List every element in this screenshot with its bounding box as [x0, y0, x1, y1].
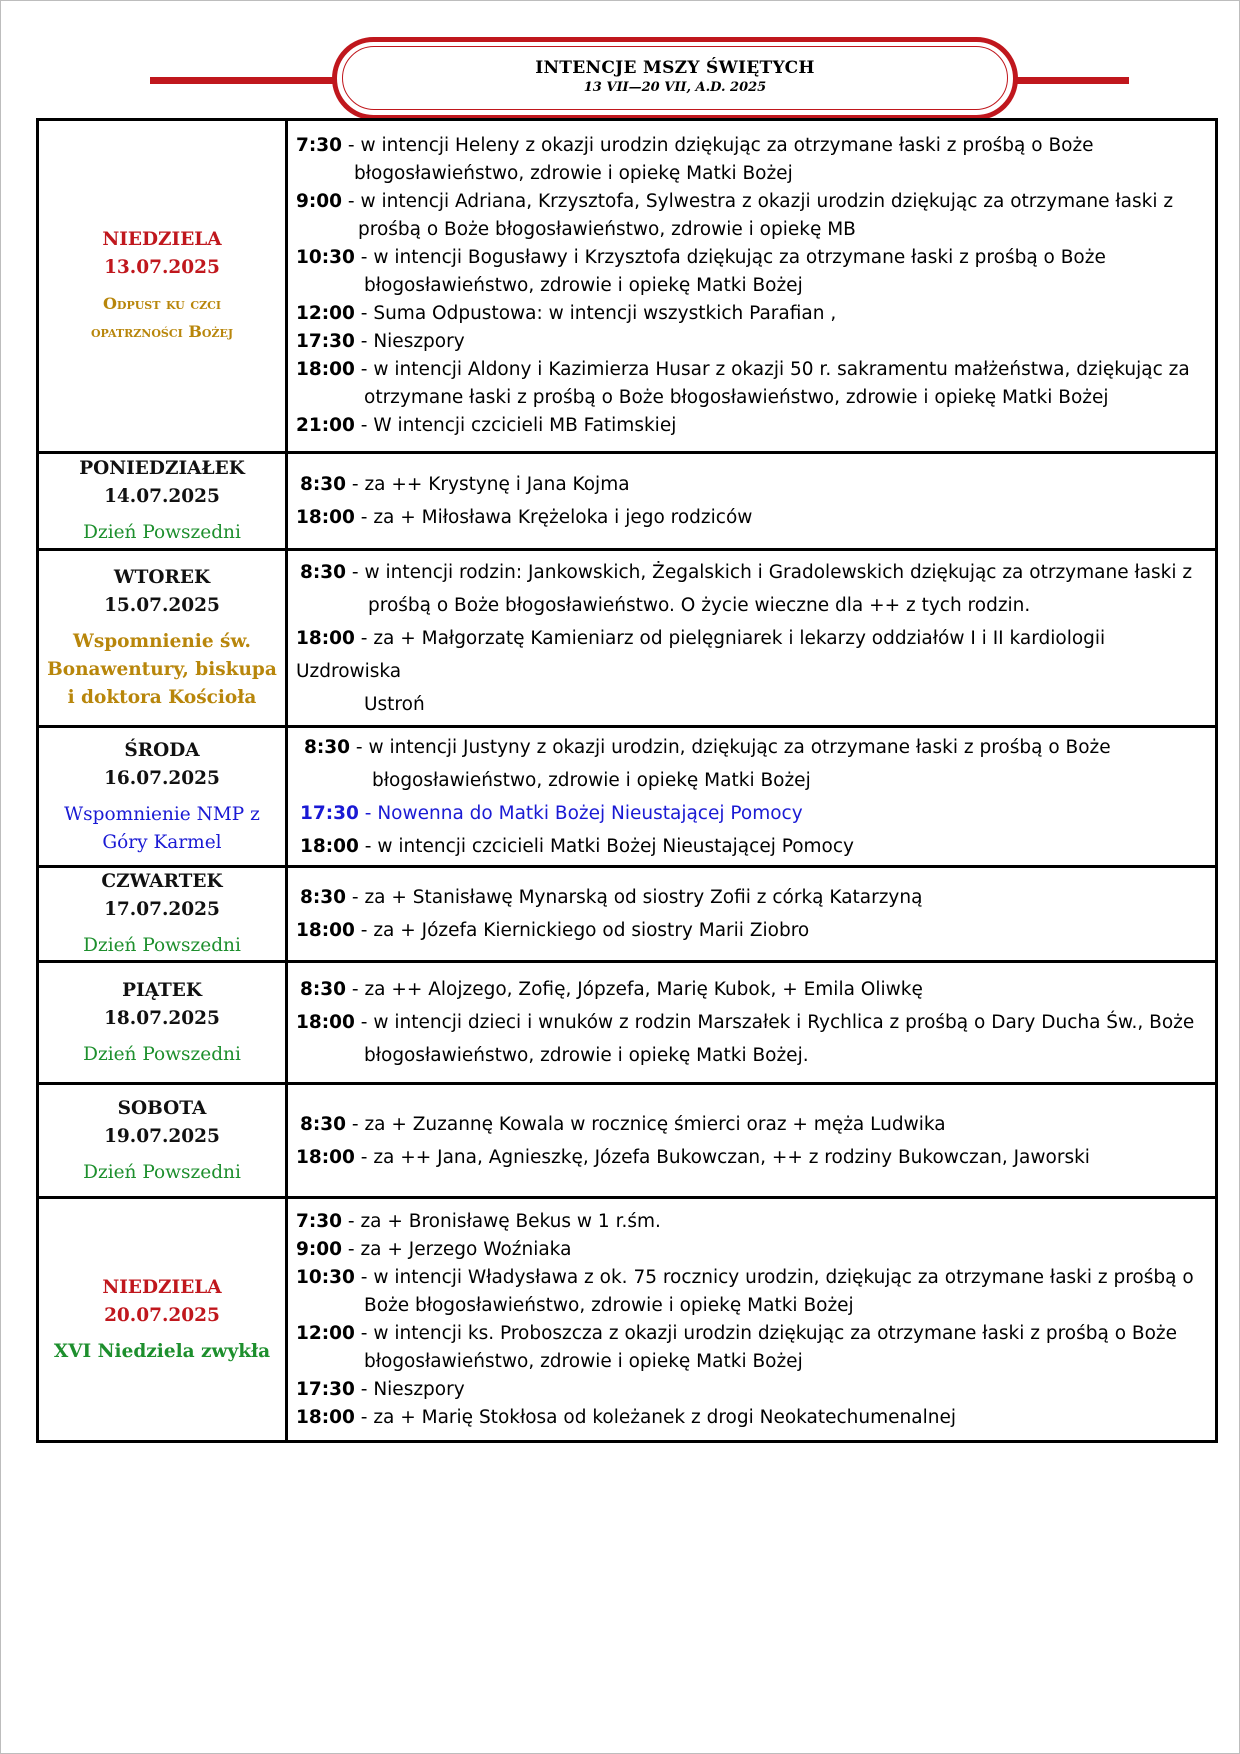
mass-schedule-table	[36, 118, 1218, 1443]
mass-intention: - Nieszpory	[354, 1378, 465, 1400]
mass-time: 18:00	[296, 507, 355, 528]
mass-entry	[288, 328, 1215, 356]
mass-time: 12:00	[296, 303, 355, 324]
mass-time: 17:30	[296, 331, 355, 352]
masses-cell	[287, 120, 1217, 453]
mass-intention: - za ++ Alojzego, Zofię, Jópzefa, Marię Kubok, + Emila Oliwkę	[346, 979, 923, 1000]
mass-entry	[288, 468, 1215, 501]
day-liturgical-note: Odpust ku czci opatrzności Bożej	[90, 294, 234, 341]
mass-intention: - w intencji Heleny z okazji urodzin dziękując za otrzymane łaski z prośbą o Boże	[342, 135, 1094, 156]
mass-entry	[288, 1208, 1215, 1236]
day-cell	[38, 867, 287, 962]
mass-intention: - Nieszpory	[354, 331, 465, 352]
mass-entry	[288, 244, 1215, 300]
header-rule-right	[1012, 77, 1129, 84]
day-row	[38, 962, 1217, 1084]
mass-time: 9:00	[296, 1238, 343, 1260]
masses-cell	[287, 1198, 1217, 1442]
day-date: 17.07.2025	[104, 899, 220, 920]
mass-intention: - za + Bronisławę Bekus w 1 r.śm.	[342, 1210, 661, 1232]
mass-time: 18:00	[300, 835, 359, 857]
mass-entry	[288, 356, 1215, 412]
mass-intention: - w intencji Bogusławy i Krzysztofa dziękując za otrzymane łaski z prośbą o Boże	[354, 247, 1106, 268]
mass-intention: - w intencji dzieci i wnuków z rodzin Marszałek i Rychlica z prośbą o Dary Ducha Św., Boże	[354, 1012, 1195, 1033]
masses-cell	[287, 962, 1217, 1084]
mass-time: 18:00	[296, 1146, 355, 1168]
mass-intention: - za + Małgorzatę Kamieniarz od pielęgniarek i lekarzy oddziałów I i II kardiologii Uzdrowiska	[296, 627, 1106, 682]
day-name: CZWARTEK	[101, 871, 223, 892]
mass-time: 8:30	[300, 1113, 347, 1135]
mass-time: 10:30	[296, 247, 355, 268]
mass-intention: - Nowenna do Matki Bożej Nieustającej Pomocy	[358, 802, 803, 824]
day-name: WTOREK	[113, 567, 211, 588]
mass-entry	[288, 1108, 1215, 1141]
mass-intention-continuation: otrzymane łaski z prośbą o Boże błogosławieństwo, zdrowie i opiekę Matki Bożej	[364, 387, 1109, 408]
mass-intention-continuation: błogosławieństwo, zdrowie i opiekę Matki Bożej	[364, 275, 803, 296]
day-date: 18.07.2025	[104, 1007, 220, 1029]
mass-time: 18:00	[296, 627, 355, 649]
mass-entry	[288, 1376, 1215, 1404]
day-name: NIEDZIELA	[102, 1276, 222, 1298]
day-row	[38, 120, 1217, 453]
header-rule-left	[150, 77, 340, 84]
mass-intention: - za + Zuzannę Kowala w rocznicę śmierci oraz + męża Ludwika	[346, 1113, 946, 1135]
mass-entry	[288, 973, 1215, 1006]
mass-time: 17:30	[296, 1378, 355, 1400]
day-liturgical-note: Dzień Powszedni	[83, 935, 241, 956]
mass-time: 18:00	[296, 1406, 355, 1428]
mass-entry	[288, 188, 1215, 244]
day-row	[38, 867, 1217, 962]
mass-time: 8:30	[300, 979, 347, 1000]
mass-intention: - w intencji rodzin: Jankowskich, Żegalskich i Gradolewskich dziękując za otrzymane łaski z	[346, 561, 1193, 583]
mass-intention: - W intencji czcicieli MB Fatimskiej	[354, 415, 677, 436]
masses-cell	[287, 550, 1217, 727]
mass-time: 8:30	[300, 474, 347, 495]
day-name: PIĄTEK	[122, 979, 202, 1001]
masses-cell	[287, 727, 1217, 867]
mass-entry	[288, 1141, 1215, 1174]
mass-time: 21:00	[296, 415, 355, 436]
mass-entry	[288, 501, 1215, 534]
mass-intention: - za + Jerzego Woźniaka	[342, 1238, 572, 1260]
mass-time: 18:00	[296, 920, 355, 941]
mass-entry	[288, 914, 1215, 947]
day-liturgical-note: Dzień Powszedni	[83, 1043, 241, 1065]
mass-intention: - za + Stanisławę Mynarską od siostry Zofii z córką Katarzyną	[346, 887, 923, 908]
mass-intention: - za + Marię Stokłosa od koleżanek z drogi Neokatechumenalnej	[354, 1406, 956, 1428]
day-date: 19.07.2025	[104, 1125, 220, 1147]
mass-intention: - za + Miłosława Krężeloka i jego rodziców	[354, 507, 753, 528]
day-name: NIEDZIELA	[102, 229, 222, 250]
mass-entry	[288, 412, 1215, 440]
day-liturgical-note: Dzień Powszedni	[83, 522, 241, 543]
mass-intention: - w intencji Władysława z ok. 75 rocznicy urodzin, dziękując za otrzymane łaski z prośbą o	[354, 1266, 1194, 1288]
mass-intention: - w intencji Aldony i Kazimierza Husar z okazji 50 r. sakramentu małżeństwa, dziękując za	[354, 359, 1190, 380]
mass-entry	[288, 622, 1215, 721]
day-row	[38, 727, 1217, 867]
mass-intention: - za ++ Krystynę i Jana Kojma	[346, 474, 630, 495]
day-cell	[38, 453, 287, 550]
day-liturgical-note: Wspomnienie NMP z Góry Karmel	[64, 803, 260, 853]
mass-intention: - Suma Odpustowa: w intencji wszystkich Parafian ,	[354, 303, 837, 324]
mass-intention: - za + Józefa Kiernickiego od siostry Marii Ziobro	[354, 920, 810, 941]
day-name: SOBOTA	[117, 1097, 207, 1119]
mass-time: 18:00	[296, 359, 355, 380]
mass-intention-continuation: prośbą o Boże błogosławieństwo, zdrowie i opiekę MB	[358, 219, 856, 240]
day-row	[38, 1084, 1217, 1198]
mass-entry	[288, 797, 1215, 830]
mass-intention: - w intencji Justyny z okazji urodzin, dziękując za otrzymane łaski z prośbą o Boże	[350, 736, 1111, 758]
day-cell	[38, 120, 287, 453]
day-cell	[38, 1084, 287, 1198]
mass-time: 8:30	[300, 887, 347, 908]
day-liturgical-note: Wspomnienie św. Bonawentury, biskupa i doktora Kościoła	[47, 631, 277, 708]
mass-time: 18:00	[296, 1012, 355, 1033]
mass-time: 8:30	[300, 561, 347, 583]
day-cell	[38, 1198, 287, 1442]
mass-time: 7:30	[296, 1210, 343, 1232]
mass-intention-continuation: Boże błogosławieństwo, zdrowie i opiekę Matki Bożej	[364, 1294, 854, 1316]
masses-cell	[287, 1084, 1217, 1198]
mass-intention-continuation: błogosławieństwo, zdrowie i opiekę Matki Bożej	[364, 1350, 803, 1372]
mass-time: 9:00	[296, 191, 343, 212]
day-date: 13.07.2025	[104, 257, 220, 278]
mass-entry	[288, 1006, 1215, 1072]
mass-intention: - w intencji Adriana, Krzysztofa, Sylwestra z okazji urodzin dziękując za otrzymane łaski z	[342, 191, 1174, 212]
mass-intention: - za ++ Jana, Agnieszkę, Józefa Bukowczan, ++ z rodziny Bukowczan, Jaworski	[354, 1146, 1090, 1168]
day-date: 15.07.2025	[104, 595, 220, 616]
day-date: 16.07.2025	[104, 767, 220, 789]
page-subtitle: 13 VII—20 VII, A.D. 2025	[583, 80, 767, 95]
mass-intention-continuation: prośbą o Boże błogosławieństwo. O życie wieczne dla ++ z tych rodzin.	[368, 594, 1031, 616]
day-cell	[38, 727, 287, 867]
mass-time: 10:30	[296, 1266, 355, 1288]
mass-entry	[288, 1320, 1215, 1376]
day-liturgical-note: Dzień Powszedni	[83, 1161, 241, 1183]
mass-entry	[288, 731, 1215, 797]
mass-intention-continuation: błogosławieństwo, zdrowie i opiekę Matki Bożej	[354, 163, 793, 184]
mass-entry	[288, 132, 1215, 188]
page-title: INTENCJE MSZY ŚWIĘTYCH	[535, 58, 815, 78]
day-row	[38, 1198, 1217, 1442]
mass-entry	[288, 300, 1215, 328]
day-date: 20.07.2025	[104, 1304, 220, 1326]
day-date: 14.07.2025	[104, 486, 220, 507]
mass-intention-continuation: błogosławieństwo, zdrowie i opiekę Matki Bożej.	[364, 1045, 809, 1066]
masses-cell	[287, 867, 1217, 962]
day-row	[38, 453, 1217, 550]
day-row	[38, 550, 1217, 727]
mass-time: 7:30	[296, 135, 343, 156]
mass-entry	[288, 830, 1215, 863]
mass-time: 12:00	[296, 1322, 355, 1344]
mass-entry	[288, 1236, 1215, 1264]
mass-intention: - w intencji ks. Proboszcza z okazji urodzin dziękując za otrzymane łaski z prośbą o Boże	[354, 1322, 1178, 1344]
mass-intention-continuation: błogosławieństwo, zdrowie i opiekę Matki Bożej	[372, 769, 811, 791]
mass-time: 8:30	[304, 736, 351, 758]
mass-entry	[288, 881, 1215, 914]
day-name: ŚRODA	[124, 739, 200, 761]
header-frame-inner	[342, 46, 1008, 110]
day-liturgical-note: XVI Niedziela zwykła	[53, 1340, 271, 1362]
mass-intention-continuation: Ustroń	[364, 693, 425, 715]
day-name: PONIEDZIAŁEK	[79, 458, 245, 479]
masses-cell	[287, 453, 1217, 550]
day-cell	[38, 962, 287, 1084]
day-cell	[38, 550, 287, 727]
mass-entry	[288, 1264, 1215, 1320]
mass-entry	[288, 1404, 1215, 1432]
mass-intention: - w intencji czcicieli Matki Bożej Nieustającej Pomocy	[358, 835, 854, 857]
mass-entry	[288, 556, 1215, 622]
mass-time: 17:30	[300, 802, 359, 824]
